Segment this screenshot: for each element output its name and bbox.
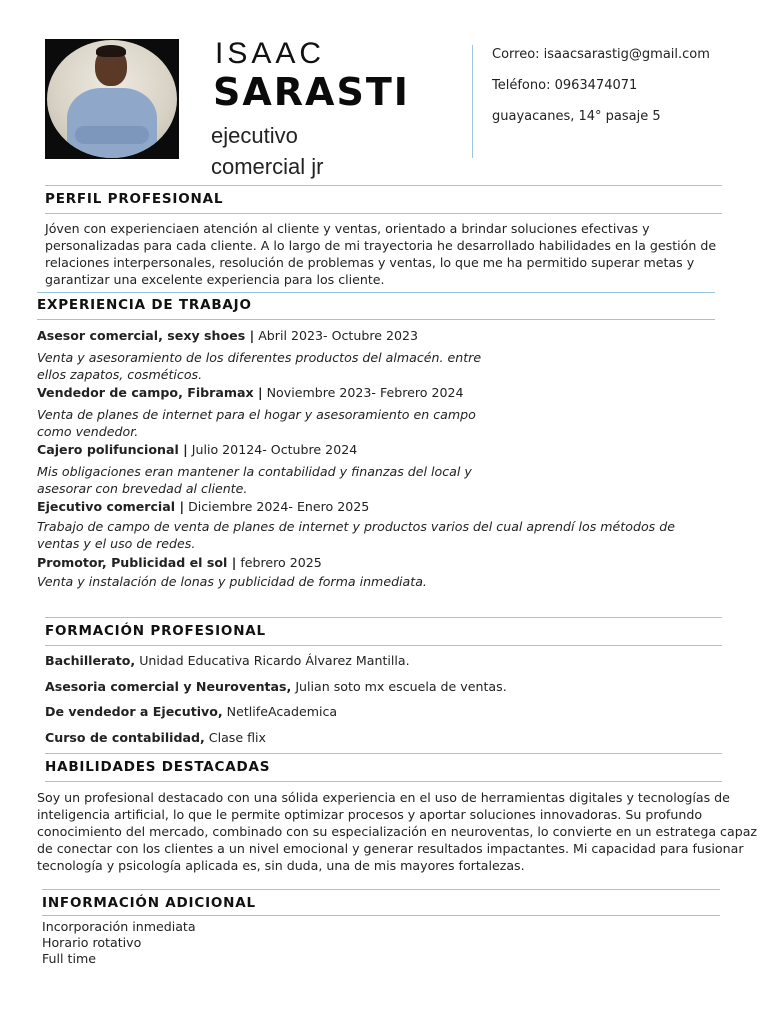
section-title-formacion: FORMACIÓN PROFESIONAL [45, 623, 266, 639]
job-heading [37, 328, 418, 343]
job-role: Ejecutivo comercial | [37, 499, 185, 514]
section-title-experiencia: EXPERIENCIA DE TRABAJO [37, 297, 252, 313]
divider [42, 915, 720, 916]
job-heading [37, 555, 322, 570]
education-name: Asesoria comercial y Neuroventas, [45, 679, 292, 694]
education-place: Julian soto mx escuela de ventas. [291, 679, 507, 694]
divider [45, 185, 722, 186]
job-dates: febrero 2025 [236, 555, 322, 570]
job-description: Venta y instalación de lonas y publicidad de forma inmediata. [37, 574, 427, 589]
job-title-line-1: ejecutivo [211, 123, 298, 148]
job-title-line-2: comercial jr [211, 154, 324, 179]
profile-photo [47, 40, 177, 158]
section-title-perfil: PERFIL PROFESIONAL [45, 191, 224, 207]
contact-address: guayacanes, 14° pasaje 5 [492, 109, 661, 124]
divider [37, 292, 715, 293]
job-role: Promotor, Publicidad el sol | [37, 555, 237, 570]
job-heading [37, 499, 369, 514]
education-place: Unidad Educativa Ricardo Álvarez Mantilla. [135, 653, 410, 668]
section-title-habilidades: HABILIDADES DESTACADAS [45, 759, 271, 775]
education-name: Bachillerato, [45, 653, 136, 668]
additional-item: Horario rotativo [42, 935, 142, 950]
header-divider [472, 45, 473, 158]
divider [45, 645, 722, 646]
divider [45, 753, 722, 754]
job-heading [37, 385, 464, 400]
divider [42, 889, 720, 890]
job-dates: Noviembre 2023- Febrero 2024 [262, 385, 464, 400]
job-dates: Abril 2023- Octubre 2023 [254, 328, 419, 343]
job-role: Vendedor de campo, Fibramax | [37, 385, 263, 400]
divider [45, 213, 722, 214]
job-title [211, 120, 451, 182]
habilidades-text: Soy un profesional destacado con una sólida experiencia en el uso de herramientas digitales y tecnologías de inteligencia artificial, lo que le permite optimizar procesos y aportar soluciones innovadoras. Su profundo conocimiento del mercado, combinado con su especialización en neuroventas, lo convierte en un estratega capaz de conectar con los clientes a un nivel emocional y generar resultados impactantes. Mi capacidad para fusionar tecnología y psicología aplicada es, sin duda, una de mis mayores fortalezas. [37, 790, 758, 873]
job-heading [37, 442, 357, 457]
divider [45, 617, 722, 618]
education-item [45, 653, 410, 668]
job-description: Venta y asesoramiento de los diferentes productos del almacén. entre ellos zapatos, cosméticos. [37, 350, 482, 382]
divider [37, 319, 715, 320]
last-name: SARASTI [213, 70, 410, 114]
education-place: Clase flix [204, 730, 266, 745]
divider [45, 781, 722, 782]
contact-phone: Teléfono: 0963474071 [492, 78, 638, 93]
education-item [45, 704, 337, 719]
education-name: Curso de contabilidad, [45, 730, 205, 745]
education-item [45, 679, 507, 694]
additional-item: Full time [42, 951, 96, 966]
job-description: Venta de planes de internet para el hogar y asesoramiento en campo como vendedor. [37, 407, 476, 439]
job-role: Cajero polifuncional | [37, 442, 188, 457]
job-description: Mis obligaciones eran mantener la contabilidad y finanzas del local y asesorar con brevedad al cliente. [37, 464, 472, 496]
education-item [45, 730, 266, 745]
job-dates: Diciembre 2024- Enero 2025 [184, 499, 370, 514]
education-name: De vendedor a Ejecutivo, [45, 704, 223, 719]
job-role: Asesor comercial, sexy shoes | [37, 328, 255, 343]
job-dates: Julio 20124- Octubre 2024 [187, 442, 358, 457]
section-title-adicional: INFORMACIÓN ADICIONAL [42, 895, 256, 911]
job-description: Trabajo de campo de venta de planes de internet y productos varios del cual aprendí los métodos de ventas y el uso de redes. [37, 519, 675, 551]
contact-email: Correo: isaacsarastig@gmail.com [492, 47, 710, 62]
perfil-text: Jóven con experienciaen atención al cliente y ventas, orientado a brindar soluciones efectivas y personalizadas para cada cliente. A lo largo de mi trayectoria he desarrollado habilidades en la gestión de relaciones interpersonales, resolución de problemas y ventas, lo que me ha permitido superar metas y garantizar una excelente experiencia para los cliente. [45, 221, 717, 287]
education-place: NetlifeAcademica [222, 704, 338, 719]
first-name: ISAAC [215, 37, 326, 70]
additional-item: Incorporación inmediata [42, 919, 196, 934]
